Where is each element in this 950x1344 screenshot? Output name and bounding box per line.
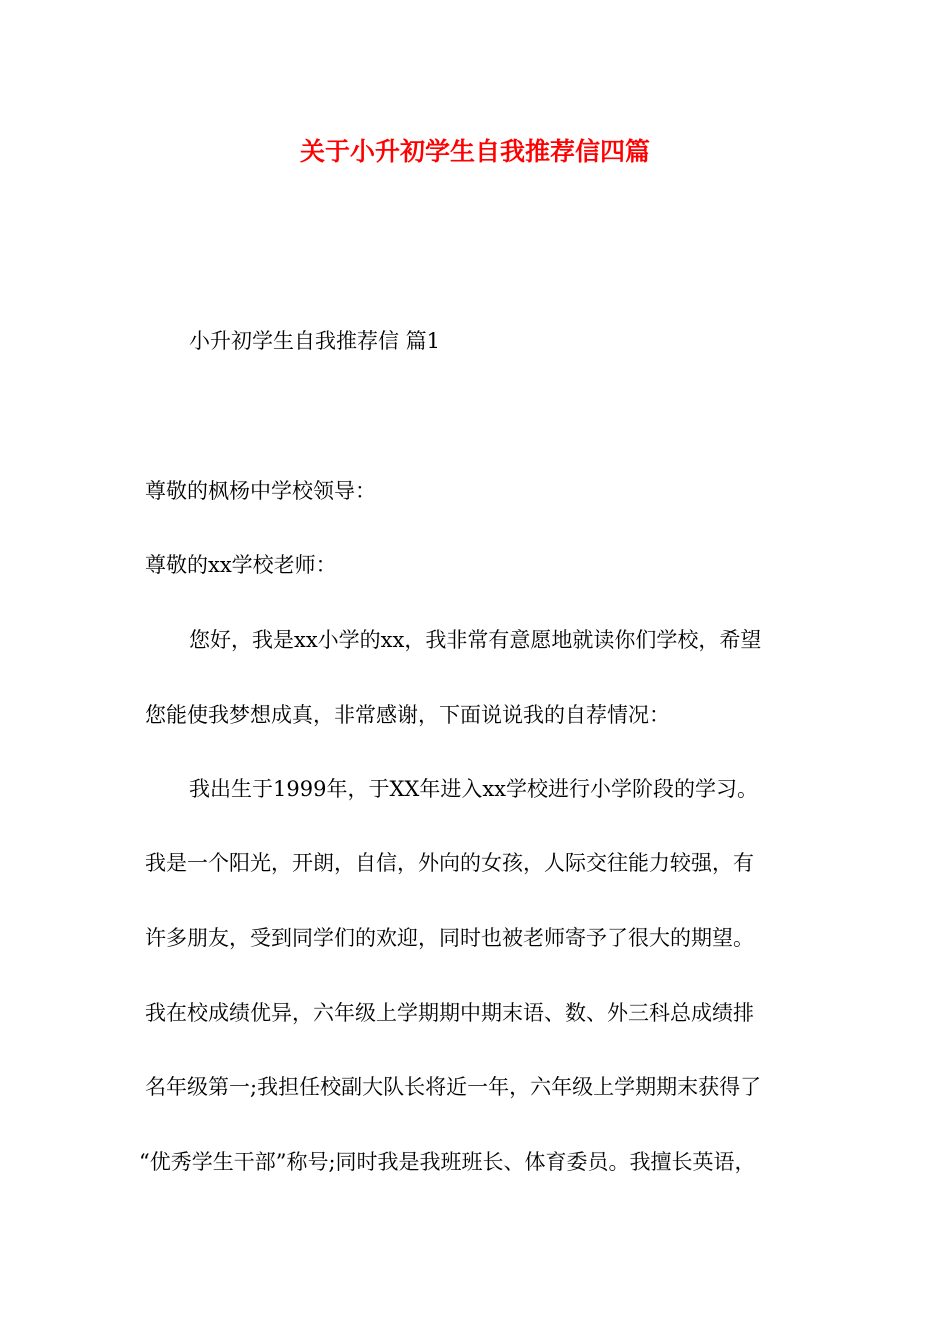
paragraph-line-4: 我是一个阳光，开朗，自信，外向的女孩，人际交往能力较强，有: [145, 851, 754, 875]
paragraph-line-3: 我出生于1999年，于XX年进入xx学校进行小学阶段的学习。: [189, 777, 759, 801]
paragraph-line-7: 名年级第一;我担任校副大队长将近一年，六年级上学期期末获得了: [145, 1075, 762, 1099]
paragraph-line-1: 您好，我是xx小学的xx，我非常有意愿地就读你们学校，希望: [189, 628, 762, 652]
salutation-line-2: 尊敬的xx学校老师：: [145, 553, 337, 577]
paragraph-line-6: 我在校成绩优异，六年级上学期期中期末语、数、外三科总成绩排: [145, 1001, 754, 1025]
paragraph-line-8: “优秀学生干部”称号;同时我是我班班长、体育委员。我擅长英语，: [139, 1150, 756, 1174]
document-title: 关于小升初学生自我推荐信四篇: [299, 137, 650, 166]
paragraph-line-2: 您能使我梦想成真，非常感谢，下面说说我的自荐情况：: [145, 703, 670, 727]
paragraph-line-5: 许多朋友，受到同学们的欢迎，同时也被老师寄予了很大的期望。: [145, 926, 754, 950]
salutation-line-1: 尊敬的枫杨中学校领导：: [145, 479, 376, 503]
section-heading: 小升初学生自我推荐信 篇1: [189, 329, 441, 353]
